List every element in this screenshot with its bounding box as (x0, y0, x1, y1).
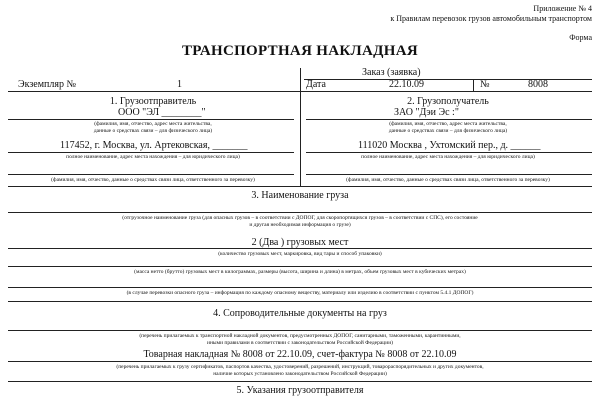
documents-hint-3: (перечень прилагаемых к грузу сертификатов, паспортов качества, удостоверений, разрешений, инструкций, товарораспорядительных и других документов, (116, 364, 484, 370)
cargo-line-1 (8, 212, 592, 213)
cargo-hint-2: и другая необходимая информация о грузе) (249, 222, 351, 228)
number-label: № (480, 79, 490, 90)
consignee-name: ЗАО "Дэи Эс :" (394, 107, 459, 118)
documents-line-2 (8, 361, 592, 362)
section-divider-3 (8, 381, 592, 382)
cargo-hint-5: (в случае перевозки опасного груза – информация по каждому опасному веществу, материалу или изделию в соответствии с пунктом 5.4.1 ДОПОГ) (126, 290, 474, 296)
copy-label: Экземпляр № (18, 79, 77, 90)
section-divider-2 (8, 301, 592, 302)
consignee-hint-4: (фамилия, имя, отчество, данные о средствах связи лица, ответственного за перевозку) (346, 177, 550, 183)
form-label: Форма (569, 33, 592, 42)
consignee-hint-3: полное наименование, адрес места нахождения – для юридического лица) (361, 154, 535, 160)
rules-label: к Правилам перевозок грузов автомобильным транспортом (390, 14, 592, 23)
consignee-hint-2: данные о средствах связи – для физического лица) (388, 128, 508, 134)
request-heading: Заказ (заявка) (362, 67, 421, 78)
consignee-line-3 (306, 174, 592, 175)
shipper-line-1 (8, 119, 294, 120)
consignee-hint-1: (фамилия, имя, отчество, адрес места жительства, (389, 121, 507, 127)
consignee-line-2 (306, 152, 592, 153)
instructions-heading: 5. Указания грузоотправителя (236, 385, 364, 396)
cargo-places: 2 (Два ) грузовых мест (251, 237, 349, 248)
consignee-address: 111020 Москва , Ухтомский пер., д. ______ (358, 140, 541, 151)
cargo-heading: 3. Наименование груза (251, 190, 349, 201)
shipper-hint-1: (фамилия, имя, отчество, адрес места жительства, (94, 121, 212, 127)
shipper-name: ООО "ЭЛ ________" (118, 107, 206, 118)
cargo-line-4 (8, 287, 592, 288)
date-value: 22.10.09 (389, 79, 424, 90)
shipper-line-2 (8, 152, 294, 153)
request-divider (473, 79, 474, 91)
documents-heading: 4. Сопроводительные документы на груз (213, 308, 387, 319)
date-label: Дата (306, 79, 326, 90)
shipper-address: 117452, г. Москва, ул. Артековская, _______ (60, 140, 248, 151)
shipper-hint-2: данные о средствах связи – для физического лица) (93, 128, 213, 134)
cargo-hint-4: (масса нетто (брутто) грузовых мест в килограммах, размеры (высота, ширина и длина) в метрах, объем грузовых мест в кубических метрах) (134, 269, 466, 275)
consignee-line-1 (306, 119, 592, 120)
documents-line-1 (8, 330, 592, 331)
shipper-heading: 1. Грузоотправитель (109, 96, 197, 107)
shipper-line-3 (8, 174, 294, 175)
shipper-hint-3: полное наименование, адрес места нахождения – для юридического лица) (66, 154, 240, 160)
cargo-line-3 (8, 266, 592, 267)
request-top-line (304, 79, 592, 80)
cargo-hint-3: (количество грузовых мест, маркировка, вид тары и способ упаковки) (218, 251, 382, 257)
copy-number: 1 (177, 79, 182, 90)
number-value: 8008 (528, 79, 548, 90)
documents-hint-4: наличие которых установлено законодательством Российской Федерации) (213, 371, 387, 377)
cargo-line-2 (8, 248, 592, 249)
cargo-hint-1: (отгрузочное наименование груза (для опасных грузов – в соответствии с ДОПОГ, для скоропортящихся грузов – в соответствии с СПС), его состояние (122, 215, 478, 221)
documents-invoice: Товарная накладная № 8008 от 22.10.09, счет-фактура № 8008 от 22.10.09 (143, 349, 457, 360)
section-divider-1 (8, 186, 592, 187)
appendix-label: Приложение № 4 (533, 4, 592, 13)
documents-hint-2: иными правилами в соответствии с законодательством Российской Федерации) (207, 340, 393, 346)
shipper-hint-4: (фамилия, имя, отчество, данные о средствах связи лица, ответственного за перевозку) (51, 177, 255, 183)
page-title: ТРАНСПОРТНАЯ НАКЛАДНАЯ (182, 43, 418, 59)
parties-divider (300, 68, 301, 186)
consignee-heading: 2. Грузополучатель (407, 96, 489, 107)
documents-hint-1: (перечень прилагаемых к транспортной накладной документов, предусмотренных ДОПОГ, санитарными, таможенными, карантинными, (139, 333, 461, 339)
